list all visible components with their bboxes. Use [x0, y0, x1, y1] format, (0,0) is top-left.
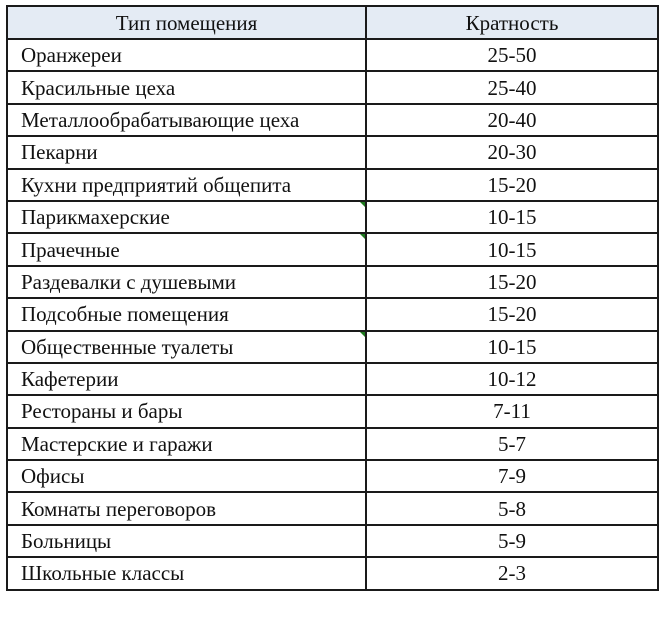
- table-row: [7, 71, 658, 103]
- room-cell[interactable]: Больницы: [7, 525, 366, 557]
- table-row: [7, 331, 658, 363]
- air-exchange-table: [6, 5, 659, 591]
- room-cell[interactable]: [7, 233, 366, 265]
- room-cell[interactable]: Комнаты переговоров: [7, 492, 366, 524]
- room-text: Общественные туалеты: [21, 334, 234, 359]
- table-row: [7, 460, 658, 492]
- room-cell[interactable]: Кафетерии: [7, 363, 366, 395]
- room-cell[interactable]: [7, 331, 366, 363]
- comment-indicator-icon: [359, 331, 366, 338]
- room-text: Прачечные: [21, 237, 120, 262]
- room-cell[interactable]: Школьные классы: [7, 557, 366, 589]
- room-cell[interactable]: Рестораны и бары: [7, 395, 366, 427]
- ratio-cell[interactable]: 5-8: [366, 492, 658, 524]
- ratio-cell[interactable]: 15-20: [366, 169, 658, 201]
- ratio-cell[interactable]: 15-20: [366, 266, 658, 298]
- ratio-cell[interactable]: 7-11: [366, 395, 658, 427]
- room-cell[interactable]: Мастерские и гаражи: [7, 428, 366, 460]
- ratio-cell[interactable]: 15-20: [366, 298, 658, 330]
- table-row: [7, 525, 658, 557]
- ratio-cell[interactable]: 25-40: [366, 71, 658, 103]
- comment-indicator-icon: [359, 233, 366, 240]
- room-cell[interactable]: Пекарни: [7, 136, 366, 168]
- table-row: [7, 395, 658, 427]
- room-cell[interactable]: Подсобные помещения: [7, 298, 366, 330]
- table-row: [7, 298, 658, 330]
- header-ratio[interactable]: Кратность: [366, 6, 658, 39]
- table-row: [7, 39, 658, 71]
- ratio-cell[interactable]: 25-50: [366, 39, 658, 71]
- room-cell[interactable]: Кухни предприятий общепита: [7, 169, 366, 201]
- ratio-cell[interactable]: 10-12: [366, 363, 658, 395]
- table-row: [7, 169, 658, 201]
- table-row: [7, 363, 658, 395]
- table-row: [7, 201, 658, 233]
- room-cell[interactable]: Оранжереи: [7, 39, 366, 71]
- ratio-cell[interactable]: 20-30: [366, 136, 658, 168]
- header-room-type[interactable]: Тип помещения: [7, 6, 366, 39]
- ratio-cell[interactable]: 10-15: [366, 233, 658, 265]
- room-cell[interactable]: Красильные цеха: [7, 71, 366, 103]
- ratio-cell[interactable]: 7-9: [366, 460, 658, 492]
- ratio-cell[interactable]: 20-40: [366, 104, 658, 136]
- ratio-cell[interactable]: 5-7: [366, 428, 658, 460]
- ratio-cell[interactable]: 10-15: [366, 201, 658, 233]
- table-row: [7, 428, 658, 460]
- table-row: [7, 492, 658, 524]
- ratio-cell[interactable]: 10-15: [366, 331, 658, 363]
- comment-indicator-icon: [359, 201, 366, 208]
- table-row: [7, 136, 658, 168]
- table-row: [7, 266, 658, 298]
- ratio-cell[interactable]: 5-9: [366, 525, 658, 557]
- table-row: [7, 557, 658, 589]
- table-row: [7, 233, 658, 265]
- ratio-cell[interactable]: 2-3: [366, 557, 658, 589]
- room-cell[interactable]: Металлообрабатывающие цеха: [7, 104, 366, 136]
- room-text: Парикмахерские: [21, 205, 170, 230]
- room-cell[interactable]: Раздевалки с душевыми: [7, 266, 366, 298]
- room-cell[interactable]: [7, 201, 366, 233]
- header-row: [7, 6, 658, 39]
- room-cell[interactable]: Офисы: [7, 460, 366, 492]
- table-row: [7, 104, 658, 136]
